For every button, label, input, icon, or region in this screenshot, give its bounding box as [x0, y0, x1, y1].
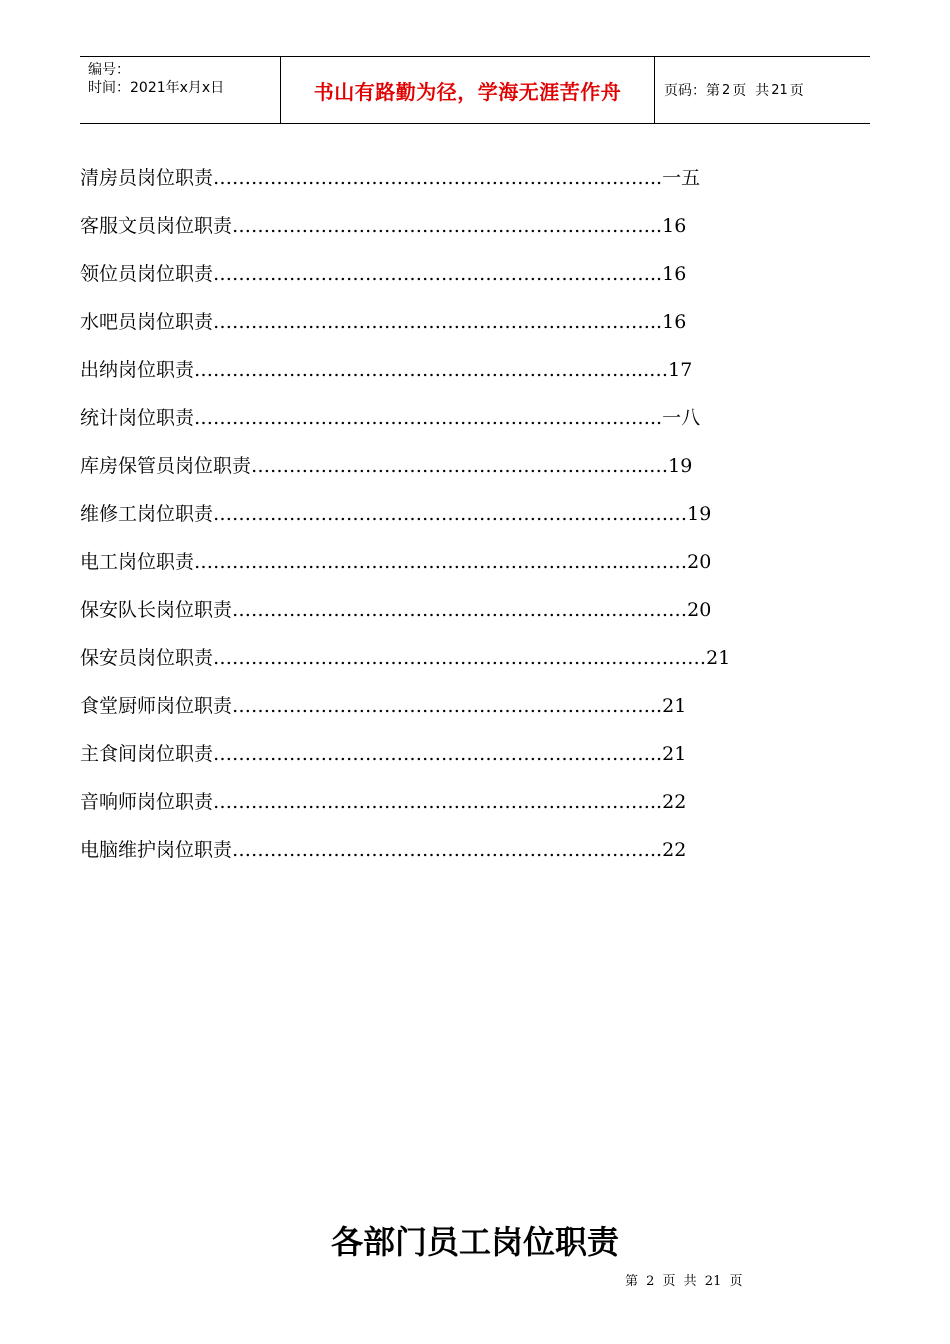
toc-entry-title: 出纳岗位职责	[80, 359, 195, 381]
header-page-info	[655, 57, 870, 123]
toc-entry-leader: ……………………………………………………...……………	[213, 647, 707, 669]
toc-entry[interactable]	[80, 298, 780, 346]
toc-entry-page: 16	[662, 215, 687, 237]
motto-text: 书山有路勤为径，学海无涯苦作舟	[313, 79, 622, 104]
toc-entry-title: 维修工岗位职责	[80, 503, 214, 525]
toc-entry-page: 20	[687, 599, 712, 621]
toc-entry-page: 21	[706, 647, 731, 669]
page-total: 21	[771, 82, 788, 98]
toc-entry[interactable]	[80, 682, 780, 730]
toc-entry-leader: ……………………………………………………………..	[213, 791, 663, 813]
toc-entry[interactable]	[80, 730, 780, 778]
toc-entry[interactable]	[80, 250, 780, 298]
header-meta	[80, 57, 281, 123]
toc-entry-leader: ……………………………………………………………...…	[194, 359, 669, 381]
toc-entry-page: 22	[662, 791, 687, 813]
page-prefix: 页码：第	[664, 83, 720, 99]
toc-entry-leader: …………………………………………………………..	[232, 695, 663, 717]
toc-entry[interactable]	[80, 346, 780, 394]
toc-entry-title: 保安员岗位职责	[80, 647, 214, 669]
toc-entry[interactable]	[80, 634, 780, 682]
table-of-contents	[80, 154, 780, 874]
toc-entry-title: 保安队长岗位职责	[80, 599, 233, 621]
page-mid: 页 共	[732, 83, 770, 99]
section-title: 各部门员工岗位职责	[330, 1223, 619, 1261]
toc-entry-leader: …………………………………………………………..	[232, 215, 663, 237]
toc-entry[interactable]	[80, 154, 780, 202]
toc-entry-leader: ……………………………………………………………..	[213, 263, 663, 285]
toc-entry-title: 电工岗位职责	[80, 551, 195, 573]
toc-entry-page: 一八	[662, 407, 701, 429]
doc-time-label: 时间：2021年x月x日	[88, 80, 225, 96]
toc-entry-page: 21	[662, 743, 687, 765]
toc-entry-leader: ……………………………………………………………..	[213, 743, 663, 765]
toc-entry[interactable]	[80, 586, 780, 634]
toc-entry-title: 主食间岗位职责	[80, 743, 214, 765]
toc-entry-page: 22	[662, 839, 687, 861]
toc-entry[interactable]	[80, 394, 780, 442]
toc-entry-page: 一五	[662, 167, 701, 189]
toc-entry-leader: …………………………………………………………...………	[194, 551, 688, 573]
toc-entry-leader: …………………………………………………...…………	[232, 599, 688, 621]
toc-entry-title: 领位员岗位职责	[80, 263, 214, 285]
toc-entry-title: 食堂厨师岗位职责	[80, 695, 233, 717]
toc-entry-title: 电脑维护岗位职责	[80, 839, 233, 861]
toc-entry-leader: ………………………………………………………………..	[194, 407, 663, 429]
page-header	[80, 56, 870, 124]
toc-entry-page: 17	[668, 359, 693, 381]
header-motto-cell	[281, 57, 655, 123]
toc-entry-title: 清房员岗位职责	[80, 167, 214, 189]
toc-entry-leader: …………………………………………………………..	[232, 839, 663, 861]
toc-entry-page: 16	[662, 311, 687, 333]
page-current: 2	[722, 82, 731, 98]
toc-entry-title: 水吧员岗位职责	[80, 311, 214, 333]
toc-entry-page: 16	[662, 263, 687, 285]
toc-entry[interactable]	[80, 490, 780, 538]
page-footer: 第 2 页 共 21 页	[625, 1274, 743, 1289]
toc-entry-page: 21	[662, 695, 687, 717]
toc-entry-leader: ……………………………………………………………..	[213, 167, 663, 189]
toc-entry-title: 统计岗位职责	[80, 407, 195, 429]
toc-entry[interactable]	[80, 538, 780, 586]
page-suffix: 页	[789, 83, 804, 99]
toc-entry-title: 库房保管员岗位职责	[80, 455, 252, 477]
toc-entry-leader: ……………………………………………………………..	[213, 311, 663, 333]
toc-entry-page: 19	[687, 503, 712, 525]
toc-entry-page: 20	[687, 551, 712, 573]
toc-entry[interactable]	[80, 826, 780, 874]
toc-entry-title: 客服文员岗位职责	[80, 215, 233, 237]
doc-number-label: 编号：	[88, 62, 130, 78]
toc-entry-leader: ……………………………………………………...…	[251, 455, 669, 477]
toc-entry-leader: …………………………………………………………...……	[213, 503, 688, 525]
toc-entry[interactable]	[80, 442, 780, 490]
toc-entry[interactable]	[80, 202, 780, 250]
toc-entry[interactable]	[80, 778, 780, 826]
toc-entry-title: 音响师岗位职责	[80, 791, 214, 813]
toc-entry-page: 19	[668, 455, 693, 477]
